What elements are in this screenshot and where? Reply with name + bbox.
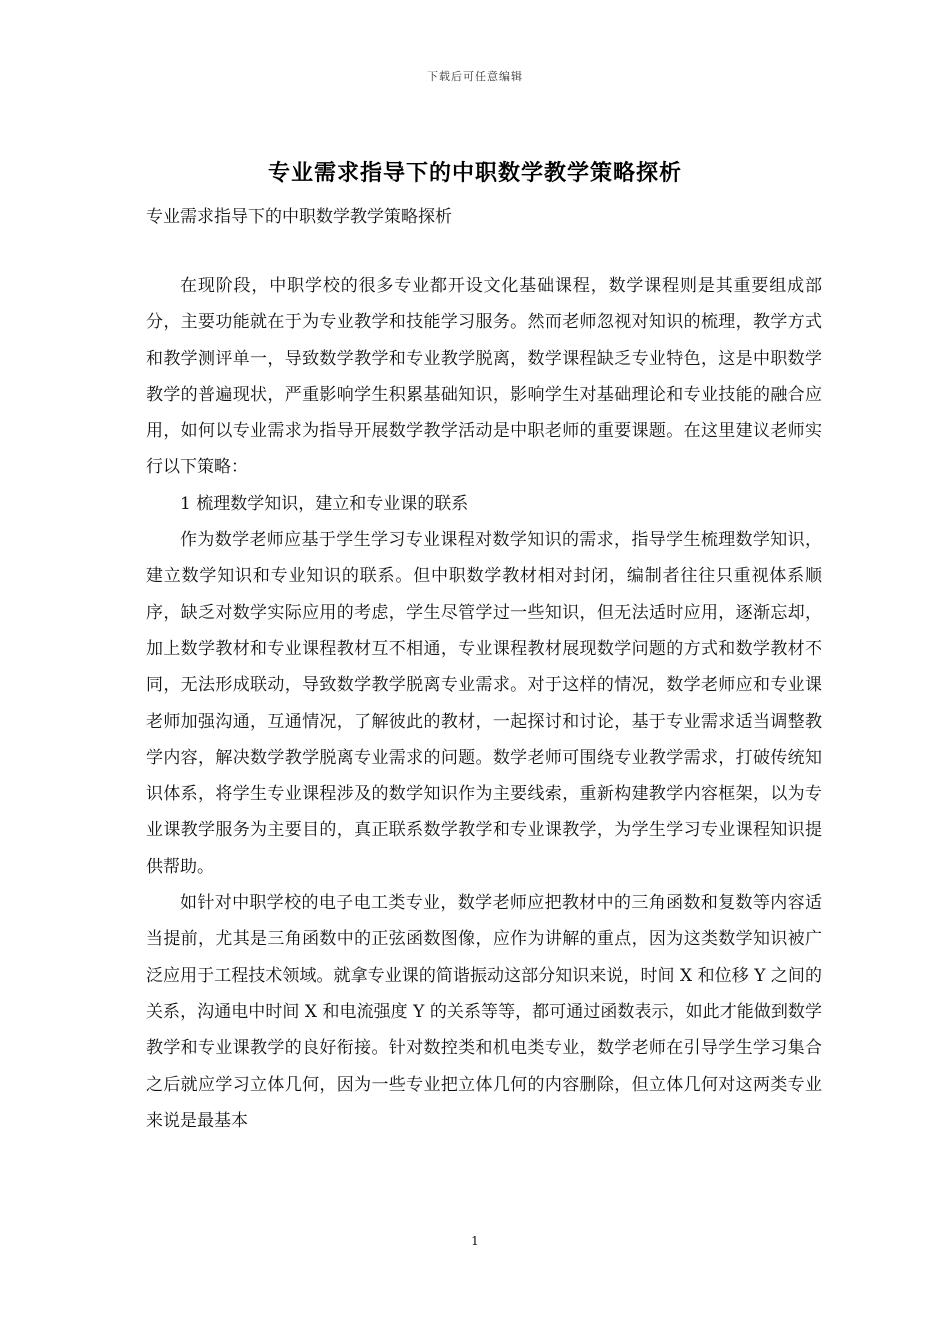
- document-title: 专业需求指导下的中职数学教学策略探析: [267, 161, 682, 186]
- header-note: 下载后可任意编辑: [427, 70, 523, 83]
- page-number: 1: [471, 1234, 479, 1248]
- section-heading-1: 1 梳理数学知识，建立和专业课的联系: [180, 493, 469, 514]
- document-subtitle: 专业需求指导下的中职数学教学策略探析: [146, 207, 452, 227]
- paragraph-example: 如针对中职学校的电子电工类专业，数学老师应把教材中的三角函数和复数等内容适当提前，尤其是三角函数中的正弦函数图像，应作为讲解的重点，因为这类数学知识被广泛应用于工程技术领域。就拿专业课的简谐振动这部分知识来说，时间 X 和位移 Y 之间的关系，沟通电中时间 X 和电流强度 Y 的关系等等，都可通过函数表示，如此才能做到数学教学和专业课教学的良好衔接。针对数控类和机电类专业，数学老师在引导学生学习集合之后就应学习立体几何，因为一些专业把立体几何的内容删除，但立体几何对这两类专业来说是最基本: [146, 893, 822, 1131]
- body-text: [146, 268, 822, 1139]
- paragraph-section-1: 作为数学老师应基于学生学习专业课程对数学知识的需求，指导学生梳理数学知识，建立数学知识和专业知识的联系。但中职数学教材相对封闭，编制者往往只重视体系顺序，缺乏对数学实际应用的考虑，学生尽管学过一些知识，但无法适时应用，逐渐忘却，加上数学教材和专业课程教材互不相通，专业课程教材展现数学问题的方式和数学教材不同，无法形成联动，导致数学教学脱离专业需求。对于这样的情况，数学老师应和专业课老师加强沟通，互通情况，了解彼此的教材，一起探讨和讨论，基于专业需求适当调整教学内容，解决数学教学脱离专业需求的问题。数学老师可围绕专业教学需求，打破传统知识体系，将学生专业课程涉及的数学知识作为主要线索，重新构建教学内容框架，以为专业课教学服务为主要目的，真正联系数学教学和专业课教学，为学生学习专业课程知识提供帮助。: [146, 530, 822, 877]
- paragraph-intro: 在现阶段，中职学校的很多专业都开设文化基础课程，数学课程则是其重要组成部分，主要功能就在于为专业教学和技能学习服务。然而老师忽视对知识的梳理，教学方式和教学测评单一，导致数学教学和专业教学脱离，数学课程缺乏专业特色，这是中职数学教学的普遍现状，严重影响学生积累基础知识，影响学生对基础理论和专业技能的融合应用，如何以专业需求为指导开展数学教学活动是中职老师的重要课题。在这里建议老师实行以下策略：: [146, 276, 822, 478]
